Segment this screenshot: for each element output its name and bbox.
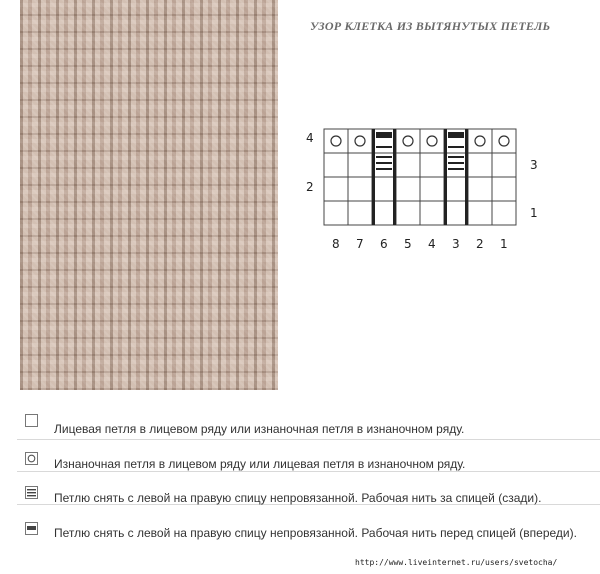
legend-row [17, 398, 600, 440]
row-label-3: 3 [530, 158, 538, 172]
circle-in-square-icon [25, 452, 38, 470]
col-label-8: 8 [332, 237, 340, 251]
col-label-6: 6 [380, 237, 388, 251]
legend-text: Петлю снять с левой на правую спицу непровязанной. Рабочая нить за спицей (сзади). [54, 491, 542, 505]
col-label-3: 3 [452, 237, 460, 251]
col-label-4: 4 [428, 237, 436, 251]
col-label-2: 2 [476, 237, 484, 251]
legend-row [17, 505, 600, 555]
legend-text: Петлю снять с левой на правую спицу непровязанной. Рабочая нить перед спицей (впереди). [54, 526, 577, 540]
empty-square-icon [25, 414, 38, 432]
legend-row [17, 472, 600, 505]
row-label-2: 2 [306, 180, 314, 194]
knitting-chart [300, 120, 550, 260]
source-url: http://www.liveinternet.ru/users/svetocha/ [355, 558, 558, 567]
slip-front-icon [25, 522, 38, 540]
legend-row [17, 440, 600, 472]
legend-table [17, 398, 600, 555]
row-label-1: 1 [530, 206, 538, 220]
legend-text: Изнаночная петля в лицевом ряду или лицевая петля в изнаночном ряду. [54, 457, 466, 471]
pattern-title: УЗОР КЛЕТКА ИЗ ВЫТЯНУТЫХ ПЕТЕЛЬ [310, 19, 551, 33]
slip-back-icon [25, 486, 38, 504]
row-label-4: 4 [306, 131, 314, 145]
col-label-1: 1 [500, 237, 508, 251]
legend-text: Лицевая петля в лицевом ряду или изнаночная петля в изнаночном ряду. [54, 422, 465, 436]
col-label-7: 7 [356, 237, 364, 251]
knitted-fabric-photo [20, 0, 278, 390]
col-label-5: 5 [404, 237, 412, 251]
